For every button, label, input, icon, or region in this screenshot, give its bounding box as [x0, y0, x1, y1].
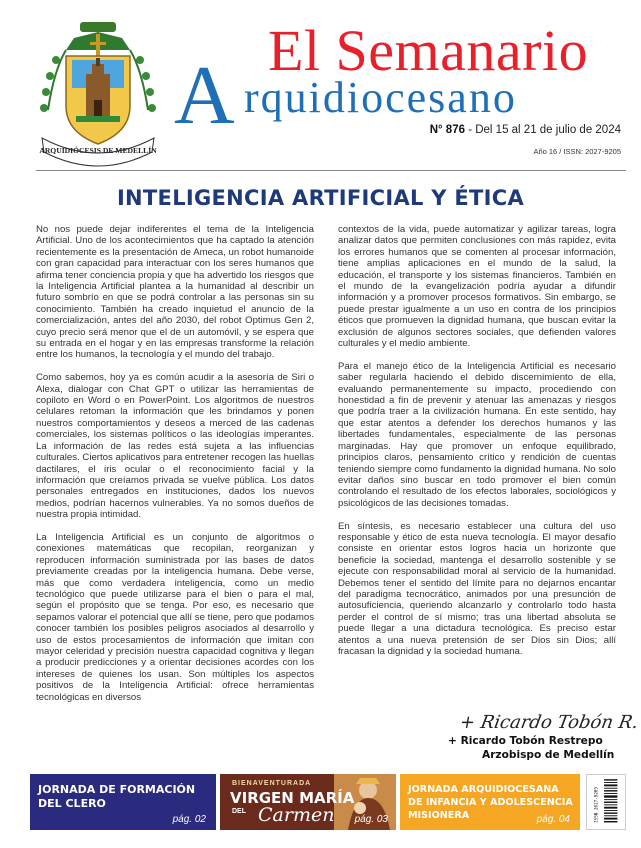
article-column-left: [36, 224, 314, 714]
barcode: [586, 774, 626, 830]
teaser-title: JORNADA ARQUIDIOCESANA DE INFANCIA Y ADOLESCENCIA MISIONERA: [408, 784, 573, 821]
crest-banner-text: ARQUIDIÓCESIS DE MEDELLÍN: [39, 146, 157, 155]
paragraph: Como sabemos, hoy ya es común acudir a la asesoría de Siri o Alexa, dialogar con Chat GPT o utilizar las herramientas de copiloto en Word o en PowerPoint. Los algoritmos de nuestros celulares retoman la información que les brindamos y ponen nuestros comportamientos y deseos a merced de las cadenas comerciales, los sistemas políticos o las ideologías imperantes. La información de las redes está sujeta a las influencias culturales. Ciertos aplicativos para entretener recogen las huellas dactilares, el iris ocular o el reconocimiento facial y la información que creíamos privada se vuelve pública. Los datos personales entregados en instituciones, dados los nuevos medios, podrían hacernos vulnerables. Ya no somos dueños de nuestra propia intimidad.: [36, 372, 314, 521]
paragraph: No nos puede dejar indiferentes el tema de la Inteligencia Artificial. Uno de los acontecimientos que ha captado la atención recientemente es la presentación de Ameca, un robot humanoide con gran capacidad para interactuar con los seres humanos que afirma tener conciencia propia y que ha advertido los riesgos que la Inteligencia Artificial plantea a la humanidad al describir un futuro sombrío en que se podrá controlar a las personas sin su conocimiento. También ha creado inquietud el anuncio de la comercialización, antes del año 2030, del robot Optimus Gen 2, cuyo precio será menor que el de un automóvil, y se espera que su entrada en el hogar y en las empresas transforme la relación entre los humanos, la tecnología y el mundo del trabajo.: [36, 224, 314, 361]
teaser-carmen: Carmen: [258, 804, 335, 826]
issue-dates: - Del 15 al 21 de julio de 2024: [465, 124, 621, 136]
article-headline: INTELIGENCIA ARTIFICIAL Y ÉTICA: [116, 186, 525, 210]
teaser-page: pág. 03: [354, 814, 388, 825]
signature-role: Arzobispo de Medellín: [482, 749, 615, 761]
paragraph: La Inteligencia Artificial es un conjunto de algoritmos o conexiones matemáticas que recopilan, reorganizan y reproducen información suministrada por las bases de datos previamente creadas por la inteligencia humana. Debe verse, más que como verdadera inteligencia, como un medio tecnológico que puede utilizarse para el bien o para el mal, según el propósito que se tenga. Por eso, es necesario que sepamos valorar el potencial que allí se tiene, pero que podamos conocer también los posibles peligros asociados al desarrollo y uso de estos procesamientos de información que imitan con mayor celeridad y precisión nuestra capacidad cognitiva y llegan a producir predicciones y a orientar decisiones acordes con los intereses de quienes los usan. Son múltiples los aspectos positivos de la Inteligencia Artificial: ofrece herramientas tecnológicas en diversos: [36, 531, 314, 703]
teaser-title: JORNADA DE FORMACIÓN DEL CLERO: [38, 783, 196, 810]
teaser-title: VIRGEN MARÍA: [230, 789, 355, 807]
barcode-text: ISSN 2027-9205: [594, 786, 600, 823]
paragraph: Para el manejo ético de la Inteligencia Artificial es necesario saber regularla haciendo el debido discernimiento de ella, evaluando permanentemente su impacto, procediendo con honestidad a fin de prevenir y atenuar las amenazas y riesgos que podría traer a la civilización humana. En este sentido, hay que estar atentos a defender los derechos humanos y las libertades fundamentales, especialmente de las personas marginadas. Hay que promover un enfoque equilibrado, principios claros, pensamiento crítico y rendición de cuentas teniendo siempre como fundamento la dignidad humana. No solo evitar daños sino buscar en todo promover el bien común controlando el resultado de los efectos laborales, sociológicos y psicológicos de las decisiones tomadas.: [338, 360, 616, 509]
handwritten-signature: + Ricardo Tobón R.: [458, 712, 640, 733]
archdiocese-crest: [36, 20, 160, 170]
teaser-page: pág. 04: [536, 814, 570, 825]
paragraph: contextos de la vida, puede automatizar y agilizar tareas, logra analizar datos que permiten conclusiones con más rapidez, evita los errores humanos que se comenten al procesar información, tiene amplias aplicaciones en el mundo de la salud, la educación, el transporte y los sistemas financieros. También en el mundo de la evangelización podría ayudar a difundir información y a promover procesos formativos. Sin embargo, se puede prestar igualmente a un uso en contra de los principios éticos que promueven la dignidad humana, que buscan evitar la exclusión de algunos sectores sociales, que defienden valores culturales y el medio ambiente.: [338, 224, 616, 350]
teaser-virgen-carmen[interactable]: [220, 774, 396, 830]
signature-block: [440, 712, 640, 772]
article-column-right: [338, 224, 616, 669]
issue-line: [430, 124, 621, 136]
issn: Año 16 / ISSN: 2027-9205: [533, 147, 621, 156]
signature-name: + Ricardo Tobón Restrepo: [448, 735, 603, 747]
title-arquidiocesano: rquidiocesano: [244, 73, 517, 122]
teaser-infancia-misionera[interactable]: [400, 774, 580, 830]
issue-number: N° 876: [429, 124, 465, 136]
header-divider: [36, 170, 626, 171]
teaser-del: DEL: [232, 808, 246, 815]
title-initial: A: [174, 49, 235, 142]
teaser-small-label: BIENAVENTURADA: [232, 780, 312, 787]
paragraph: En síntesis, es necesario establecer una cultura del uso responsable y ético de esta nueva tecnología. El mayor desafío consiste en orientar estos logros hacia un horizonte que beneficie la sociedad, mantenga el desarrollo sostenible y se ejecute con responsabilidad moral al servicio de la humanidad. Debemos tener el sentido del límite para no dejarnos encantar del paradigma tecnocrático, animados por una presunción de autosuficiencia, queriendo alcanzarlo y controlarlo todo hasta perder el control de sí mismo; tras una libertad absoluta se puede llegar a una dictadura tecnológica. Es preciso estar atentos a una nueva pretensión de ser Dios sin Dios; allí fracasan la dignidad y la sociedad humana.: [338, 520, 616, 657]
teaser-page: pág. 02: [172, 814, 206, 825]
teaser-jornada-clero[interactable]: [30, 774, 216, 830]
title-el-semanario: El Semanario: [268, 18, 589, 83]
